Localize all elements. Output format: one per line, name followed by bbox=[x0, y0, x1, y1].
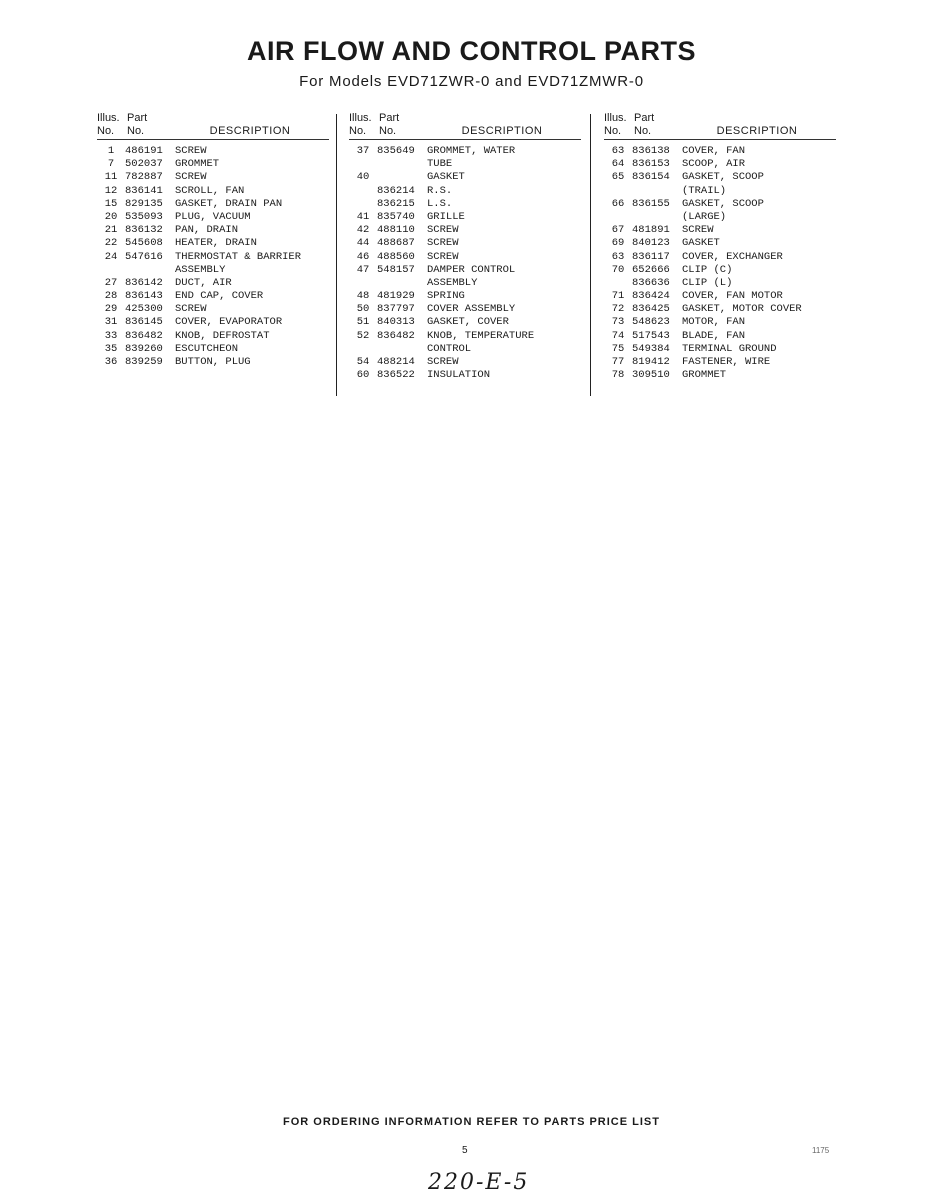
illus-number: 74 bbox=[611, 329, 625, 342]
parts-row bbox=[604, 264, 836, 277]
part-number: 488110 bbox=[377, 224, 415, 237]
part-number bbox=[632, 185, 682, 198]
illus-number: 66 bbox=[611, 197, 625, 210]
part-number: 782887 bbox=[125, 171, 163, 184]
illus-label: Illus. bbox=[349, 112, 372, 124]
illus-number: 69 bbox=[611, 237, 625, 250]
part-description: THERMOSTAT & BARRIER bbox=[175, 250, 302, 263]
corner-code: 1175 bbox=[812, 1146, 830, 1155]
part-number: 488560 bbox=[377, 250, 415, 263]
illus-number: 7 bbox=[107, 158, 115, 171]
part-number: 836117 bbox=[632, 250, 670, 263]
parts-row bbox=[97, 316, 329, 329]
column-header-top bbox=[604, 112, 836, 125]
illus-number: 11 bbox=[104, 171, 118, 184]
part-number: 839259 bbox=[125, 356, 163, 368]
illus-number bbox=[349, 198, 377, 211]
column-header bbox=[97, 125, 329, 140]
part-number: 481929 bbox=[377, 290, 415, 303]
illus-number bbox=[604, 277, 632, 290]
parts-row bbox=[97, 290, 329, 303]
part-description: SCREW bbox=[682, 224, 714, 237]
parts-row bbox=[604, 251, 836, 264]
parts-row bbox=[349, 185, 581, 198]
parts-row bbox=[604, 158, 836, 171]
illus-number: 78 bbox=[611, 369, 625, 382]
part-number: 481891 bbox=[632, 224, 670, 237]
parts-row bbox=[349, 369, 581, 382]
illus-no-label: No. bbox=[604, 125, 622, 137]
parts-row bbox=[349, 211, 581, 224]
part-description: SCREW bbox=[427, 224, 459, 237]
part-number: 517543 bbox=[632, 329, 670, 342]
illus-number: 70 bbox=[611, 263, 625, 276]
part-number: 836143 bbox=[125, 290, 163, 303]
column-header-top bbox=[349, 112, 581, 125]
part-number bbox=[377, 343, 427, 356]
illus-number: 36 bbox=[104, 356, 118, 368]
illus-number: 33 bbox=[104, 329, 118, 342]
part-description: TUBE bbox=[427, 158, 453, 171]
part-description: KNOB, TEMPERATURE bbox=[427, 329, 535, 342]
part-number: 652666 bbox=[632, 263, 670, 276]
part-number: 836155 bbox=[632, 197, 670, 210]
illus-number: 22 bbox=[104, 237, 118, 250]
part-number: 840123 bbox=[632, 237, 670, 250]
parts-row bbox=[349, 264, 581, 277]
part-no-label: No. bbox=[379, 125, 397, 137]
parts-row bbox=[97, 343, 329, 356]
part-description: SCREW bbox=[427, 356, 459, 368]
page-title: AIR FLOW AND CONTROL PARTS bbox=[247, 36, 696, 66]
parts-row bbox=[97, 264, 329, 277]
part-number: 836141 bbox=[125, 184, 163, 197]
part-number: 829135 bbox=[125, 197, 163, 210]
part-description: END CAP, COVER bbox=[175, 290, 264, 303]
illus-number: 46 bbox=[356, 250, 370, 263]
part-description: COVER, FAN bbox=[682, 145, 746, 157]
illus-number: 42 bbox=[356, 224, 370, 237]
part-description: SCREW bbox=[427, 250, 459, 263]
page-number: 5 bbox=[462, 1145, 468, 1156]
part-number: 547616 bbox=[125, 250, 163, 263]
part-description: GASKET, SCOOP bbox=[682, 197, 764, 210]
part-description: COVER, EVAPORATOR bbox=[175, 316, 283, 329]
part-number: 486191 bbox=[125, 145, 163, 157]
part-number bbox=[632, 211, 682, 224]
part-number: 309510 bbox=[632, 369, 670, 382]
parts-row bbox=[349, 303, 581, 316]
parts-row bbox=[349, 290, 581, 303]
part-description: KNOB, DEFROSTAT bbox=[175, 329, 270, 342]
part-description: SCREW bbox=[175, 145, 207, 157]
parts-row bbox=[349, 198, 581, 211]
parts-row bbox=[349, 237, 581, 250]
parts-row bbox=[604, 316, 836, 329]
illus-number: 60 bbox=[356, 369, 370, 382]
illus-number: 40 bbox=[356, 171, 370, 184]
parts-row bbox=[97, 211, 329, 224]
part-description: ESCUTCHEON bbox=[175, 342, 239, 355]
part-number: 548157 bbox=[377, 263, 415, 276]
part-description: DAMPER CONTROL bbox=[427, 263, 516, 276]
part-number: 549384 bbox=[632, 342, 670, 355]
illus-number: 27 bbox=[104, 276, 118, 289]
part-number: 837797 bbox=[377, 303, 415, 316]
part-description: ASSEMBLY bbox=[175, 263, 226, 276]
part-number: 836142 bbox=[125, 276, 163, 289]
part-number: 502037 bbox=[125, 158, 163, 171]
parts-row bbox=[97, 224, 329, 237]
parts-row bbox=[97, 171, 329, 184]
part-number: 836214 bbox=[377, 184, 415, 197]
part-description: BUTTON, PLUG bbox=[175, 356, 251, 368]
parts-row bbox=[604, 330, 836, 343]
part-description: GASKET, SCOOP bbox=[682, 171, 764, 184]
part-description: CONTROL bbox=[427, 342, 472, 355]
parts-row bbox=[604, 185, 836, 198]
illus-number bbox=[604, 185, 632, 198]
column-header-top bbox=[97, 112, 329, 125]
illus-number: 37 bbox=[356, 145, 370, 157]
illus-number: 54 bbox=[356, 356, 370, 368]
part-description: HEATER, DRAIN bbox=[175, 237, 257, 250]
column-divider bbox=[336, 114, 337, 396]
parts-row bbox=[97, 198, 329, 211]
part-number: 839260 bbox=[125, 342, 163, 355]
parts-row bbox=[97, 356, 329, 369]
part-description: GROMMET bbox=[175, 158, 220, 171]
part-description: GROMMET bbox=[682, 369, 727, 382]
part-description: GASKET, MOTOR COVER bbox=[682, 303, 802, 316]
part-label: Part bbox=[127, 112, 148, 124]
illus-number: 20 bbox=[104, 210, 118, 223]
part-description: COVER ASSEMBLY bbox=[427, 303, 516, 316]
parts-row bbox=[349, 330, 581, 343]
column-header bbox=[349, 125, 581, 140]
part-number: 835649 bbox=[377, 145, 415, 157]
illus-number: 31 bbox=[104, 316, 118, 329]
part-no-label: No. bbox=[634, 125, 652, 137]
parts-row bbox=[604, 343, 836, 356]
illus-number: 75 bbox=[611, 342, 625, 355]
parts-row bbox=[349, 158, 581, 171]
part-number: 836522 bbox=[377, 369, 415, 382]
illus-number bbox=[604, 211, 632, 224]
illus-number: 41 bbox=[356, 210, 370, 223]
part-number: 819412 bbox=[632, 356, 670, 368]
part-description: SCREW bbox=[427, 237, 459, 250]
part-number: 836424 bbox=[632, 290, 670, 303]
parts-row bbox=[604, 277, 836, 290]
parts-column-3 bbox=[604, 112, 836, 382]
part-description: ASSEMBLY bbox=[427, 276, 478, 289]
part-description: R.S. bbox=[427, 184, 453, 197]
part-label: Part bbox=[634, 112, 655, 124]
part-number: 836154 bbox=[632, 171, 670, 184]
parts-row bbox=[604, 145, 836, 158]
part-description: BLADE, FAN bbox=[682, 329, 746, 342]
illus-number: 24 bbox=[104, 250, 118, 263]
illus-no-label: No. bbox=[97, 125, 115, 137]
illus-label: Illus. bbox=[604, 112, 627, 124]
parts-row bbox=[604, 356, 836, 369]
illus-number bbox=[349, 158, 377, 171]
illus-number: 63 bbox=[611, 145, 625, 157]
illus-number: 1 bbox=[107, 145, 115, 157]
part-label: Part bbox=[379, 112, 400, 124]
part-number: 836145 bbox=[125, 316, 163, 329]
parts-row bbox=[604, 237, 836, 250]
part-description: (TRAIL) bbox=[682, 184, 727, 197]
part-description: INSULATION bbox=[427, 369, 491, 382]
part-description: SPRING bbox=[427, 290, 465, 303]
ordering-info: FOR ORDERING INFORMATION REFER TO PARTS PRICE LIST bbox=[283, 1116, 660, 1128]
part-description: DUCT, AIR bbox=[175, 276, 232, 289]
part-number: 836153 bbox=[632, 158, 670, 171]
illus-number: 44 bbox=[356, 237, 370, 250]
part-no-label: No. bbox=[127, 125, 145, 137]
part-description: SCREW bbox=[175, 303, 207, 316]
parts-row bbox=[604, 224, 836, 237]
parts-row bbox=[604, 303, 836, 316]
illus-number: 63 bbox=[611, 250, 625, 263]
parts-row bbox=[604, 369, 836, 382]
parts-row bbox=[604, 171, 836, 184]
part-description: L.S. bbox=[427, 197, 453, 210]
part-description: CLIP (C) bbox=[682, 263, 733, 276]
parts-row bbox=[97, 145, 329, 158]
description-label: DESCRIPTION bbox=[461, 125, 543, 137]
illus-number: 73 bbox=[611, 316, 625, 329]
parts-row bbox=[349, 145, 581, 158]
illus-number: 50 bbox=[356, 303, 370, 316]
part-description: PAN, DRAIN bbox=[175, 224, 239, 237]
part-number: 488214 bbox=[377, 356, 415, 368]
illus-number: 12 bbox=[104, 184, 118, 197]
part-description: GRILLE bbox=[427, 210, 465, 223]
part-number bbox=[377, 171, 427, 184]
part-description: MOTOR, FAN bbox=[682, 316, 746, 329]
illus-no-label: No. bbox=[349, 125, 367, 137]
illus-number: 29 bbox=[104, 303, 118, 316]
illus-number: 47 bbox=[356, 263, 370, 276]
parts-row bbox=[97, 303, 329, 316]
illus-number: 71 bbox=[611, 290, 625, 303]
part-description: GROMMET, WATER bbox=[427, 145, 516, 157]
part-number: 545608 bbox=[125, 237, 163, 250]
part-number: 836215 bbox=[377, 197, 415, 210]
illus-number: 21 bbox=[104, 224, 118, 237]
description-label: DESCRIPTION bbox=[209, 125, 291, 137]
part-description: TERMINAL GROUND bbox=[682, 342, 777, 355]
illus-number: 51 bbox=[356, 316, 370, 329]
part-number: 836482 bbox=[377, 329, 415, 342]
parts-row bbox=[604, 290, 836, 303]
part-description: GASKET, COVER bbox=[427, 316, 509, 329]
parts-row bbox=[349, 356, 581, 369]
illus-number: 64 bbox=[611, 158, 625, 171]
parts-column-2 bbox=[349, 112, 581, 382]
parts-row bbox=[97, 158, 329, 171]
part-description: COVER, EXCHANGER bbox=[682, 250, 783, 263]
part-number: 836132 bbox=[125, 224, 163, 237]
illus-number: 72 bbox=[611, 303, 625, 316]
part-number: 836425 bbox=[632, 303, 670, 316]
illus-label: Illus. bbox=[97, 112, 120, 124]
parts-row bbox=[97, 237, 329, 250]
description-label: DESCRIPTION bbox=[716, 125, 798, 137]
parts-row bbox=[349, 251, 581, 264]
part-description: FASTENER, WIRE bbox=[682, 356, 771, 368]
part-description: CLIP (L) bbox=[682, 276, 733, 289]
illus-number bbox=[349, 343, 377, 356]
illus-number: 48 bbox=[356, 290, 370, 303]
part-description: SCREW bbox=[175, 171, 207, 184]
parts-row bbox=[97, 251, 329, 264]
part-number: 835740 bbox=[377, 210, 415, 223]
illus-number bbox=[97, 264, 125, 277]
illus-number: 35 bbox=[104, 342, 118, 355]
part-number: 425300 bbox=[125, 303, 163, 316]
page-subtitle: For Models EVD71ZWR-0 and EVD71ZMWR-0 bbox=[299, 73, 644, 90]
part-description: (LARGE) bbox=[682, 210, 727, 223]
part-number bbox=[125, 264, 175, 277]
parts-column-1 bbox=[97, 112, 329, 369]
illus-number: 28 bbox=[104, 290, 118, 303]
column-header bbox=[604, 125, 836, 140]
parts-row bbox=[349, 316, 581, 329]
parts-row bbox=[349, 224, 581, 237]
illus-number: 67 bbox=[611, 224, 625, 237]
illus-number bbox=[349, 277, 377, 290]
illus-number: 52 bbox=[356, 329, 370, 342]
part-number: 836138 bbox=[632, 145, 670, 157]
parts-row bbox=[97, 185, 329, 198]
column-divider bbox=[590, 114, 591, 396]
part-number: 535093 bbox=[125, 210, 163, 223]
illus-number: 65 bbox=[611, 171, 625, 184]
part-description: COVER, FAN MOTOR bbox=[682, 290, 783, 303]
part-description: GASKET bbox=[682, 237, 720, 250]
part-number bbox=[377, 158, 427, 171]
part-description: GASKET, DRAIN PAN bbox=[175, 197, 283, 210]
part-number: 836482 bbox=[125, 329, 163, 342]
illus-number: 77 bbox=[611, 356, 625, 368]
parts-row bbox=[604, 211, 836, 224]
part-number: 840313 bbox=[377, 316, 415, 329]
parts-row bbox=[349, 343, 581, 356]
handwritten-note: 220-E-5 bbox=[428, 1170, 530, 1195]
parts-row bbox=[349, 171, 581, 184]
part-description: GASKET bbox=[427, 171, 465, 184]
part-number: 488687 bbox=[377, 237, 415, 250]
part-description: PLUG, VACUUM bbox=[175, 210, 251, 223]
parts-row bbox=[349, 277, 581, 290]
part-description: SCOOP, AIR bbox=[682, 158, 746, 171]
part-number: 548623 bbox=[632, 316, 670, 329]
illus-number: 15 bbox=[104, 197, 118, 210]
part-number bbox=[377, 277, 427, 290]
part-description: SCROLL, FAN bbox=[175, 184, 245, 197]
parts-row bbox=[604, 198, 836, 211]
part-number: 836636 bbox=[632, 276, 670, 289]
illus-number bbox=[349, 185, 377, 198]
parts-row bbox=[97, 330, 329, 343]
parts-row bbox=[97, 277, 329, 290]
